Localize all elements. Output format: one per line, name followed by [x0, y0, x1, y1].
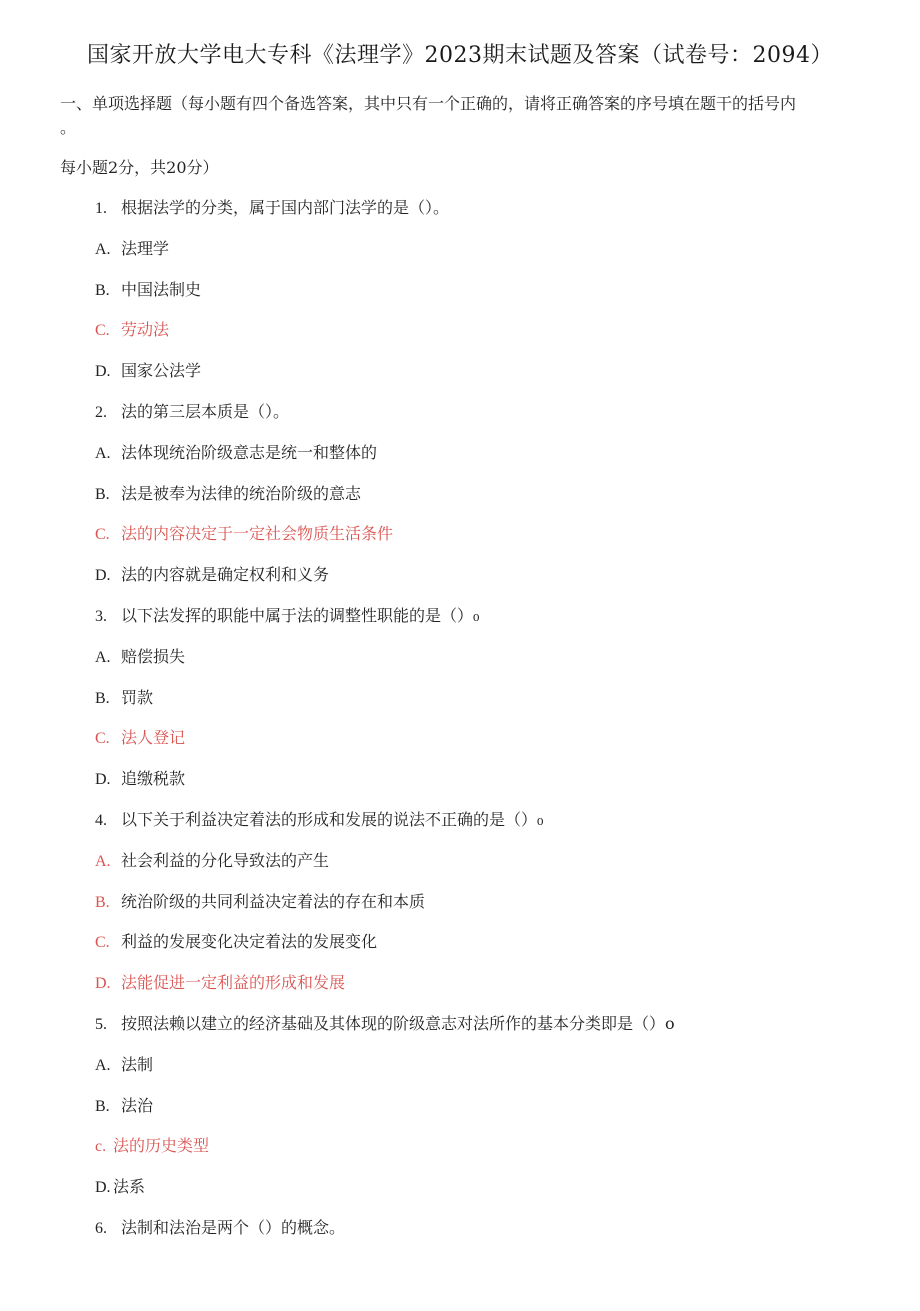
option-label: B.: [95, 893, 110, 911]
option-label: c.: [95, 1138, 107, 1156]
section-heading-line3: 每小题2分，共20分）: [60, 158, 219, 177]
option-label: B.: [95, 281, 110, 299]
option-text: 法体现统治阶级意志是统一和整体的: [121, 442, 378, 462]
question-text: 法制和法治是两个（）的概念。: [121, 1218, 346, 1237]
answer-option: [95, 359, 201, 383]
answer-option: [95, 237, 169, 261]
question-number: 2.: [95, 404, 107, 421]
option-label: D.: [95, 975, 111, 993]
option-label: D.: [95, 567, 111, 585]
answer-option: [95, 318, 169, 342]
option-text: 利益的发展变化决定着法的发展变化: [121, 932, 378, 952]
option-text: 法系: [113, 1177, 146, 1197]
option-text: 中国法制史: [121, 279, 202, 299]
option-text: 法理学: [121, 238, 170, 258]
option-text: 法能促进一定利益的形成和发展: [121, 973, 346, 993]
option-label: C.: [95, 322, 110, 340]
option-text: 法人登记: [121, 728, 186, 748]
question-text: 以下关于利益决定着法的形成和发展的说法不正确的是（）₀: [121, 810, 544, 829]
answer-option: [95, 930, 377, 954]
answer-option: [95, 441, 377, 465]
answer-option: [95, 686, 153, 710]
question-text: 按照法赖以建立的经济基础及其体现的阶级意志对法所作的基本分类即是（）o: [121, 1014, 675, 1033]
page-title: 国家开放大学电大专科《法理学》2023期末试题及答案（试卷号：2094）: [87, 43, 833, 68]
question-number: 3.: [95, 608, 107, 625]
option-label: C.: [95, 730, 110, 748]
option-text: 法的历史类型: [113, 1136, 210, 1156]
option-label: A.: [95, 240, 111, 258]
answer-option: [95, 1053, 153, 1077]
option-text: 赔偿损失: [121, 646, 186, 666]
option-label: C.: [95, 526, 110, 544]
option-text: 劳动法: [121, 320, 170, 340]
option-label: B.: [95, 1097, 110, 1115]
question-stem: [95, 604, 479, 628]
answer-option: [95, 890, 425, 914]
option-text: 法的内容就是确定权利和义务: [121, 565, 330, 585]
option-label: D.: [95, 771, 111, 789]
option-label: A.: [95, 852, 111, 870]
answer-option: [95, 1094, 153, 1118]
answer-option: [95, 278, 201, 302]
question-number: 4.: [95, 812, 107, 829]
question-stem: [95, 1012, 675, 1036]
question-number: 5.: [95, 1016, 107, 1033]
option-text: 国家公法学: [121, 361, 202, 381]
answer-option: [95, 971, 345, 995]
option-label: B.: [95, 485, 110, 503]
answer-option: [95, 849, 329, 873]
option-label: C.: [95, 934, 110, 952]
option-text: 社会利益的分化导致法的产生: [121, 850, 330, 870]
question-text: 法的第三层本质是（）。: [121, 402, 290, 421]
question-stem: [95, 808, 543, 832]
question-stem: [95, 400, 289, 424]
question-number: 1.: [95, 200, 107, 217]
section-heading-line2: 。: [60, 118, 77, 137]
answer-option: [95, 1134, 209, 1158]
option-text: 法制: [121, 1054, 154, 1074]
answer-option: [95, 726, 185, 750]
question-text: 根据法学的分类，属于国内部门法学的是（）。: [121, 198, 450, 217]
question-stem: [95, 1216, 345, 1240]
option-label: A.: [95, 1056, 111, 1074]
option-text: 追缴税款: [121, 769, 186, 789]
option-text: 法是被奉为法律的统治阶级的意志: [121, 483, 362, 503]
option-text: 法的内容决定于一定社会物质生活条件: [121, 524, 394, 544]
answer-option: [95, 645, 185, 669]
question-number: 6.: [95, 1220, 107, 1237]
answer-option: [95, 1175, 145, 1199]
answer-option: [95, 482, 361, 506]
answer-option: [95, 522, 393, 546]
question-text: 以下法发挥的职能中属于法的调整性职能的是（）₀: [121, 606, 480, 625]
question-stem: [95, 196, 449, 220]
section-heading-line1: 一、单项选择题（每小题有四个备选答案，其中只有一个正确的，请将正确答案的序号填在题干的括号内: [60, 94, 797, 113]
answer-option: [95, 563, 329, 587]
option-label: D.: [95, 363, 111, 381]
option-text: 法治: [121, 1095, 154, 1115]
option-text: 罚款: [121, 687, 154, 707]
option-text: 统治阶级的共同利益决定着法的存在和本质: [121, 891, 426, 911]
option-label: D.: [95, 1179, 111, 1197]
option-label: A.: [95, 648, 111, 666]
option-label: A.: [95, 444, 111, 462]
option-label: B.: [95, 689, 110, 707]
answer-option: [95, 767, 185, 791]
